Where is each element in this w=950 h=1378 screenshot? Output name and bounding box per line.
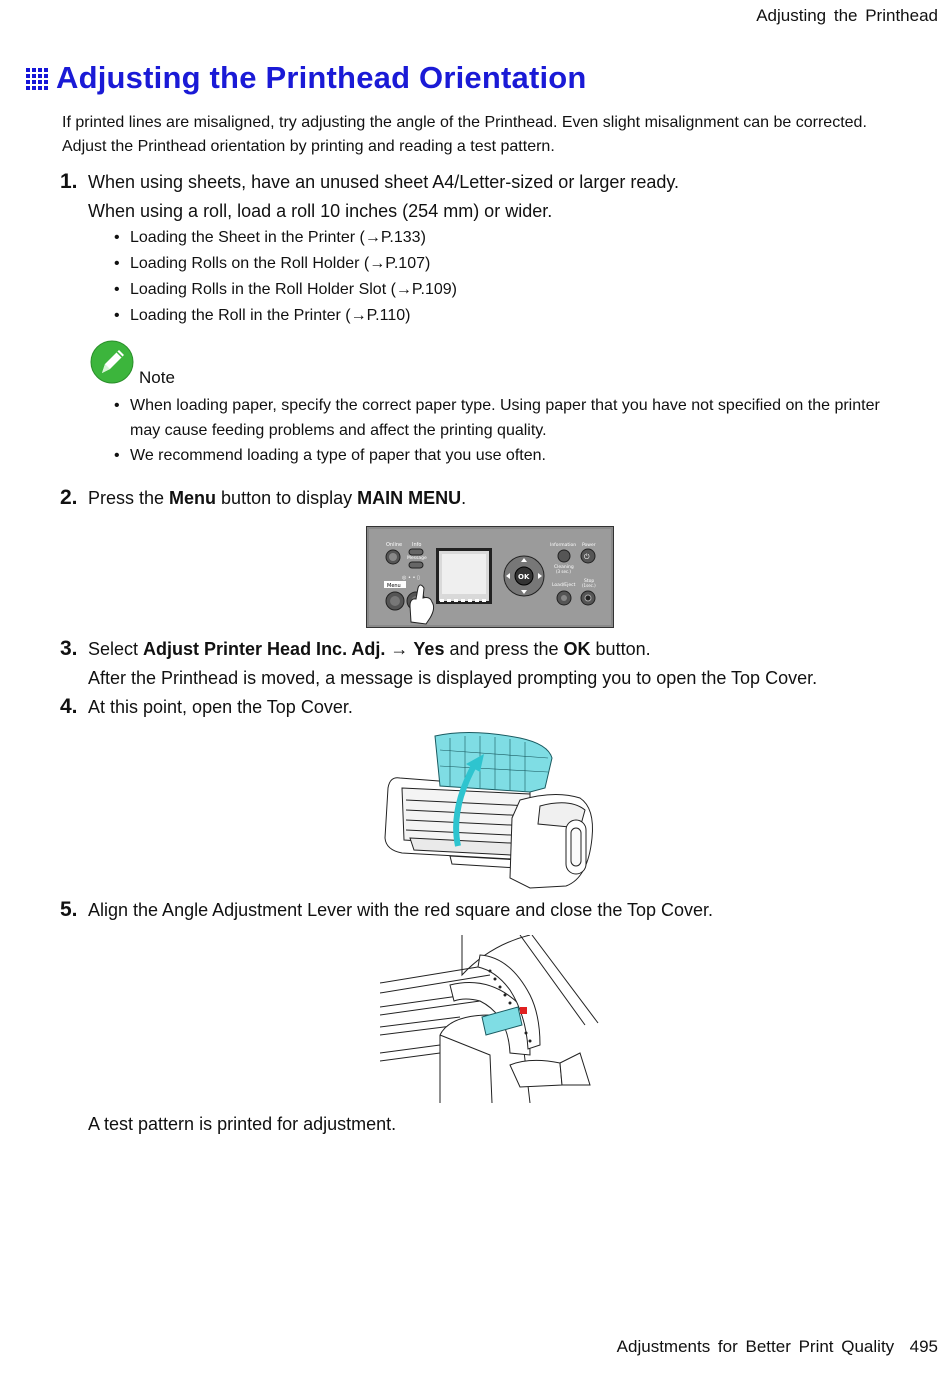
intro-paragraph: If printed lines are misaligned, try adjusting the angle of the Printhead. Even slight misalignment can be corrected. Adjust the Printhead orientation by printing and reading a test pattern.	[62, 114, 867, 155]
step-text: When using sheets, have an unused sheet A4/Letter-sized or larger ready.	[88, 172, 680, 192]
running-header: Adjusting the Printhead	[756, 6, 938, 25]
link-loading-rolls-holder[interactable]: • Loading Rolls on the Roll Holder (→P.107)	[112, 251, 457, 277]
panel-menu-label: Menu	[387, 583, 401, 589]
panel-info-label: Info	[412, 542, 422, 548]
step-text: Press the Menu button to display MAIN MENU.	[88, 488, 467, 508]
red-square-marker	[520, 1007, 527, 1014]
step-number: 5.	[60, 898, 78, 921]
panel-online-label: Online	[386, 542, 403, 548]
angle-adjustment-lever-illustration	[380, 935, 600, 1103]
step-text: At this point, open the Top Cover.	[88, 697, 353, 717]
note-pencil-icon	[90, 340, 134, 384]
svg-text:⏻: ⏻	[584, 553, 590, 561]
note-item: • When loading paper, specify the correct paper type. Using paper that you have not specified on the printer may cause feeding problems and affect the printing quality.	[112, 393, 892, 443]
menu-button-ref: Menu	[169, 488, 217, 508]
panel-message-label: Message	[407, 556, 427, 561]
step-number: 3.	[60, 637, 78, 660]
footer-section: Adjustments for Better Print Quality	[616, 1337, 895, 1356]
step-1-links	[112, 225, 457, 329]
yes-ref: Yes	[413, 639, 445, 659]
step-text: Select Adjust Printer Head Inc. Adj. → Yes and press the OK button.	[88, 639, 651, 659]
printer-open-cover-illustration	[380, 728, 600, 890]
menu-item-ref: Adjust Printer Head Inc. Adj.	[143, 639, 386, 659]
title-row	[26, 60, 587, 96]
step-number: 1.	[60, 170, 78, 193]
panel-power-label: Power	[582, 543, 596, 548]
note-list	[112, 393, 892, 468]
step-1-roll-text: When using a roll, load a roll 10 inches (254 mm) or wider.	[88, 201, 553, 221]
panel-cleaning-label: Cleaning	[554, 565, 574, 570]
step-number: 4.	[60, 695, 78, 718]
page-footer	[617, 1337, 938, 1357]
link-loading-rolls-slot[interactable]: • Loading Rolls in the Roll Holder Slot (→P.109)	[112, 277, 457, 303]
step-3-message-text: After the Printhead is moved, a message is displayed prompting you to open the Top Cover.	[88, 668, 818, 688]
page-number: 495	[909, 1337, 938, 1356]
panel-cleaning-sub-label: (3 sec.)	[556, 569, 571, 574]
panel-stop-label: Stop	[584, 579, 595, 584]
main-menu-ref: MAIN MENU	[357, 488, 462, 508]
step-number: 2.	[60, 486, 78, 509]
note-label: Note	[139, 368, 175, 387]
link-loading-roll-printer[interactable]: • Loading the Roll in the Printer (→P.110)	[112, 303, 457, 329]
note-item: • We recommend loading a type of paper that you use often.	[112, 443, 892, 468]
control-panel-illustration	[366, 526, 614, 628]
page-title: Adjusting the Printhead Orientation	[56, 60, 587, 95]
link-loading-sheet[interactable]: • Loading the Sheet in the Printer (→P.133)	[112, 225, 457, 251]
panel-information-label: Information	[550, 543, 577, 548]
panel-ok-label: OK	[518, 573, 530, 581]
step-text: Align the Angle Adjustment Lever with the red square and close the Top Cover.	[88, 900, 714, 920]
section-grid-icon	[26, 68, 50, 90]
step-5-result-text: A test pattern is printed for adjustment.	[88, 1114, 397, 1134]
ok-button-ref: OK	[563, 639, 591, 659]
panel-load-eject-label: Load/Eject	[552, 583, 576, 588]
svg-text:◎ • • ▯: ◎ • • ▯	[402, 575, 420, 581]
panel-stop-sub-label: (1sec.)	[582, 583, 596, 588]
